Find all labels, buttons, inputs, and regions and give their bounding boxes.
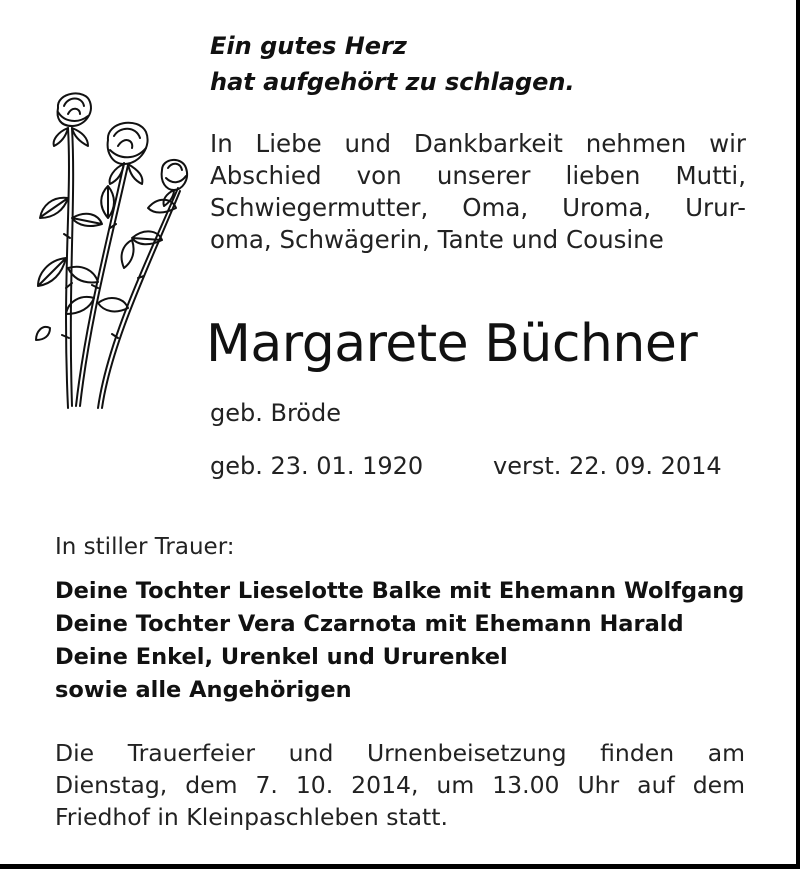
service-line: Die Trauerfeier und Urnenbeisetzung finden am — [55, 739, 745, 767]
birth-date: geb. 23. 01. 1920 — [210, 452, 424, 480]
motto-line-1: Ein gutes Herz — [210, 32, 407, 60]
service-info — [55, 737, 745, 833]
motto-line-2: hat aufgehört zu schlagen. — [210, 68, 575, 96]
mourner-line: Deine Tochter Lieselotte Balke mit Ehemann Wolfgang — [55, 578, 745, 604]
birth-name: geb. Bröde — [210, 399, 341, 427]
service-line: Dienstag, dem 7. 10. 2014, um 13.00 Uhr auf dem — [55, 771, 745, 799]
roses-icon — [28, 88, 198, 410]
motto — [210, 28, 575, 100]
intro-line: Schwiegermutter, Oma, Uroma, Urur- — [210, 193, 746, 222]
mourner-line: Deine Tochter Vera Czarnota mit Ehemann Harald — [55, 611, 684, 637]
service-line: Friedhof in Kleinpaschleben statt. — [55, 803, 448, 831]
mourner-line: sowie alle Angehörigen — [55, 677, 352, 703]
intro-text — [210, 128, 746, 256]
mourning-label: In stiller Trauer: — [55, 534, 235, 560]
intro-line: In Liebe und Dankbarkeit nehmen wir — [210, 129, 746, 158]
intro-line: Abschied von unserer lieben Mutti, — [210, 161, 746, 190]
life-dates — [210, 449, 722, 483]
intro-line: oma, Schwägerin, Tante und Cousine — [210, 225, 664, 254]
deceased-name: Margarete Büchner — [206, 314, 698, 374]
mourner-line: Deine Enkel, Urenkel und Ururenkel — [55, 644, 508, 670]
mourners-list — [55, 575, 744, 707]
death-date: verst. 22. 09. 2014 — [493, 452, 722, 480]
